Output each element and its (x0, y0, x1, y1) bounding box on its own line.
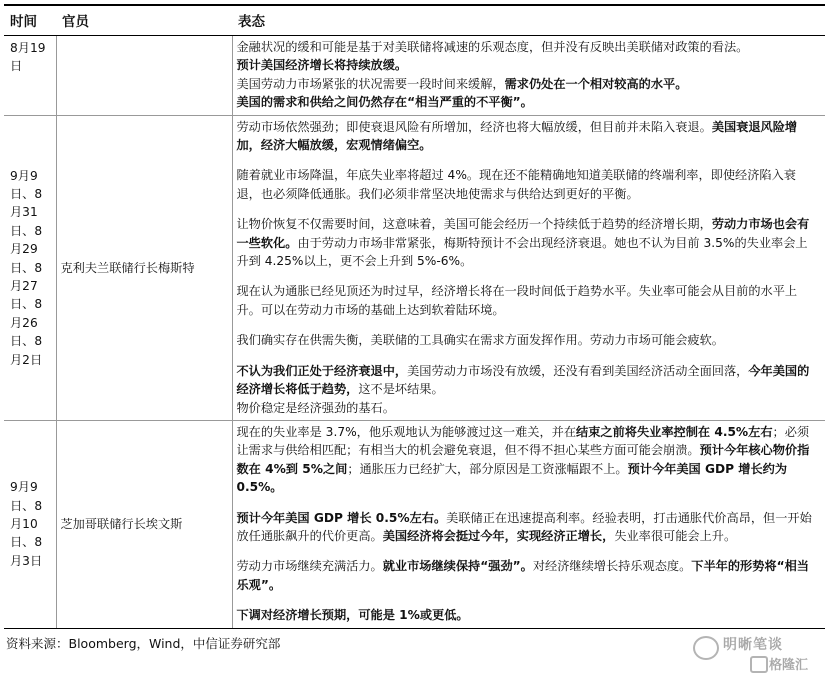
statement-text: 我们确实存在供需失衡，美联储的工具确实在需求方面发挥作用。劳动力市场可能会疲软。 (236, 333, 724, 348)
statement-text: 让物价恢复不仅需要时间，这意味着，美国可能会经历一个持续低于趋势的经济增长期， (236, 217, 712, 232)
statement-text: 劳动市场依然强劲；即使衰退风险有所增加，经济也将大幅放缓，但目前并未陷入衰退。 (236, 119, 712, 134)
statement-text-bold: 就业市场继续保持“强劲”。 (382, 559, 533, 574)
fed-officials-statements-table (4, 4, 825, 629)
statement-text: 现在认为通胀已经见顶还为时过早，经济增长将在一段时间低于趋势水平。失业率可能会从目前的水平上升。可以在劳动力市场的基础上达到软着陆环境。 (236, 284, 798, 317)
statement-paragraph (237, 557, 818, 594)
statement-text-bold: 美国衰退风险增加，经济大幅放缓，宏观情绪偏空。 (236, 119, 798, 153)
statement-paragraph (237, 509, 818, 546)
statement-paragraph (237, 331, 818, 349)
row-time: 9月9日、8月10日、8月3日 (4, 420, 56, 628)
statement-text: 现在的失业率是 3.7%，他乐观地认为能够渡过这一难关，并在 (236, 424, 577, 439)
statement-paragraph (237, 118, 818, 155)
row-official: 芝加哥联储行长埃文斯 (56, 420, 232, 628)
statement-text: ；必须让需求与供给相匹配；有相当大的机会避免衰退，但不得不担心某些方面可能会崩溃。 (236, 424, 810, 458)
statement-text: 美国劳动力市场紧张的状况需要一段时间来缓解， (236, 76, 505, 91)
row-time: 9月9日、8月31日、8月29日、8月27日、8月26日、8月2日 (4, 115, 56, 420)
statement-text: 美国劳动力市场没有放缓，还没有看到美国经济活动全面回落， (407, 363, 749, 378)
row-official: 克利夫兰联储行长梅斯特 (56, 115, 232, 420)
policy-statements-table-wrapper (4, 4, 825, 652)
statement-text-bold: 劳动力市场也会有一些软化。 (236, 217, 810, 250)
gelonghui-logo-icon (750, 656, 768, 673)
statement-text: 对经济继续增长持乐观态度。 (532, 559, 692, 574)
statement-text: 金融状况的缓和可能是基于对美联储将减速的乐观态度，但并没有反映出美联储对政策的看法。 (236, 40, 749, 54)
table-row (4, 115, 825, 420)
watermark (693, 630, 829, 673)
row-statement (232, 36, 825, 116)
row-statement (232, 420, 825, 628)
statement-text: 物价稳定是经济强劲的基石。 (236, 400, 395, 415)
statement-text-bold: 不认为我们正处于经济衰退中， (236, 363, 408, 378)
row-official (56, 36, 232, 116)
statement-text: 这不是坏结果。 (358, 382, 444, 397)
source-note: 资料来源：Bloomberg，Wind，中信证券研究部 (6, 635, 281, 651)
statement-text: 由于劳动力市场非常紧张，梅斯特预计不会出现经济衰退。她也不认为目前 3.5%的失业率会上升到 4.25%以上，更不会上升到 5%-6%。 (236, 235, 808, 269)
table-row (4, 36, 825, 116)
statement-paragraph (237, 399, 818, 417)
chat-bubble-icon (693, 636, 719, 660)
statement-paragraph (237, 56, 818, 74)
statement-paragraph (237, 362, 818, 399)
statement-text-bold: 下调对经济增长预期，可能是 1%或更低。 (236, 608, 469, 623)
statement-paragraph (237, 166, 818, 203)
statement-text-bold: 预计今年美国 GDP 增长 0.5%左右。 (236, 510, 447, 525)
statement-paragraph (237, 75, 818, 93)
header-official: 官员 (56, 5, 232, 36)
table-row (4, 420, 825, 628)
statement-paragraph (237, 282, 818, 319)
header-time: 时间 (4, 5, 56, 36)
statement-text-bold: 需求仍处在一个相对较高的水平。 (504, 76, 688, 91)
statement-paragraph (237, 38, 818, 56)
statement-text-bold: 下半年的形势将“相当乐观”。 (236, 559, 809, 592)
statement-text-bold: 今年美国的经济增长将低于趋势， (236, 363, 810, 397)
statement-paragraph (237, 215, 818, 270)
header-statement: 表态 (232, 5, 825, 36)
row-time: 8月19日 (4, 36, 56, 116)
statement-text-bold: 预计今年美国 GDP 增长约为 0.5%。 (236, 461, 788, 495)
statement-text-bold: 美国的需求和供给之间仍然存在“相当严重的不平衡”。 (236, 95, 533, 110)
statement-text-bold: 预计美国经济增长将持续放缓。 (236, 58, 408, 73)
statement-paragraph (237, 423, 818, 497)
statement-text-bold: 预计今年核心物价指数在 4%到 5%之间 (236, 443, 810, 476)
statement-paragraph (237, 606, 818, 624)
statement-text: 随着就业市场降温，年底失业率将超过 4%。现在还不能精确地知道美联储的终端利率，即使经济陷入衰退，也必须降低通胀。我们必须非常坚决地使需求与供给达到更好的平衡。 (236, 168, 796, 201)
statement-text-bold: 结束之前将失业率控制在 4.5%左右 (576, 424, 773, 439)
statement-text: ；通胀压力已经扩大，部分原因是工资涨幅跟不上。 (347, 461, 628, 476)
table-header-row (4, 5, 825, 36)
row-statement (232, 115, 825, 420)
statement-text: 美联储正在迅速提高利率。经验表明，打击通胀代价高昂，但一开始放任通胀飙升的代价更高。 (236, 510, 812, 543)
statement-text-bold: 美国经济将会挺过今年，实现经济正增长， (382, 528, 615, 543)
statement-text: 劳动力市场继续充满活力。 (236, 559, 383, 574)
statement-text: 失业率很可能会上升。 (614, 528, 737, 543)
watermark-account-name: 明晰笔谈 (723, 637, 783, 653)
statement-paragraph (237, 93, 818, 111)
watermark-site-name: 格隆汇 (769, 658, 809, 673)
